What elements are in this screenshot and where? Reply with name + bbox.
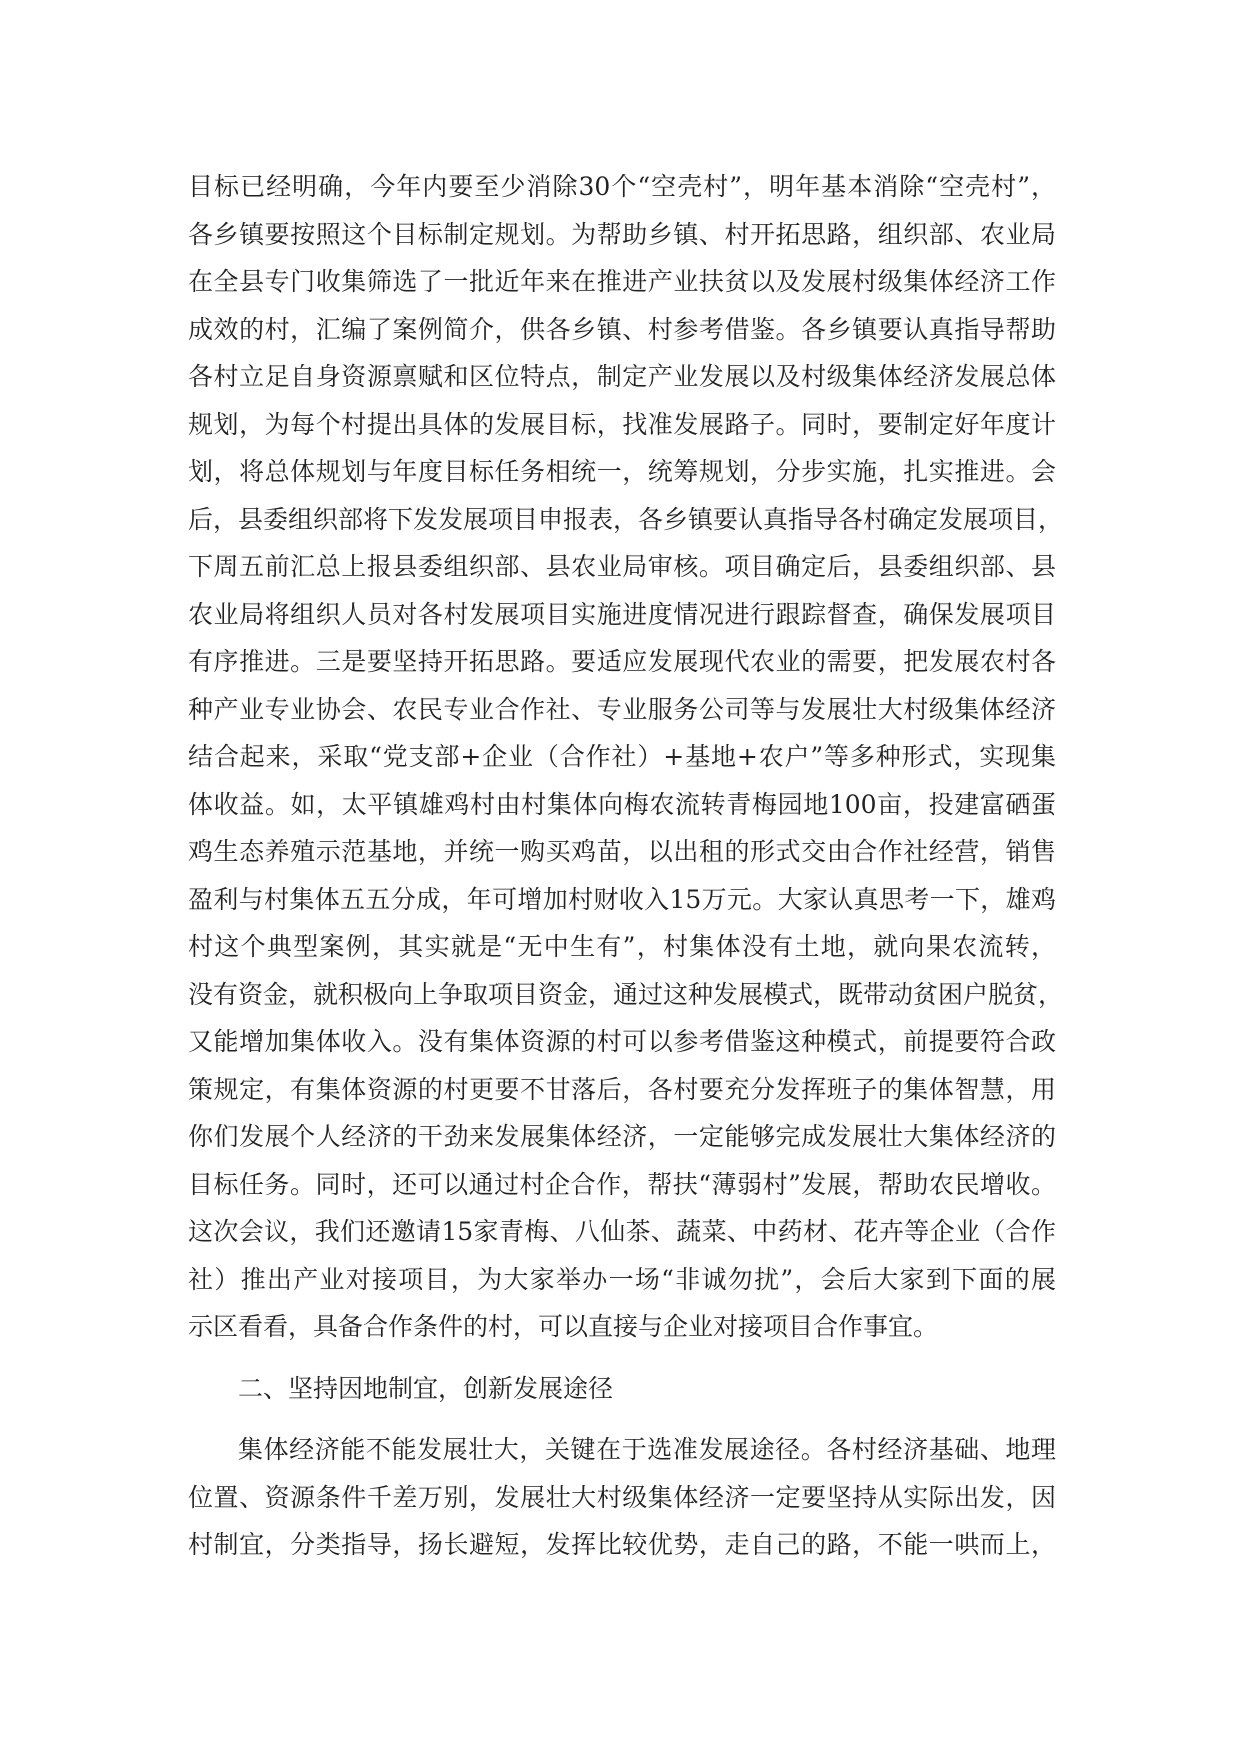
text-line: 规划，为每个村提出具体的发展目标，找准发展路子。同时，要制定好年度计 (188, 409, 1056, 439)
text-line: 划，将总体规划与年度目标任务相统一，统筹规划，分步实施，扎实推进。会 (188, 457, 1056, 486)
text-line: 社）推出产业对接项目，为大家举办一场“非诚勿扰”，会后大家到下面的展 (188, 1264, 1056, 1294)
text-line: 盈利与村集体五五分成，年可增加村财收入15万元。大家认真思考一下，雄鸡 (188, 884, 1056, 914)
text-line: 在全县专门收集筛选了一批近年来在推进产业扶贫以及发展村级集体经济工作 (188, 267, 1056, 296)
text-line: 村这个典型案例，其实就是“无中生有”，村集体没有土地，就向果农流转， (188, 932, 1056, 961)
text-line: 下周五前汇总上报县委组织部、县农业局审核。项目确定后，县委组织部、县 (188, 552, 1056, 581)
text-line: 各村立足自身资源禀赋和区位特点，制定产业发展以及村级集体经济发展总体 (188, 362, 1056, 391)
text-line: 目标任务。同时，还可以通过村企合作，帮扶“薄弱村”发展，帮助农民增收。 (188, 1169, 1056, 1199)
text-line: 村制宜，分类指导，扬长避短，发挥比较优势，走自己的路，不能一哄而上， (188, 1530, 1056, 1559)
text-line: 你们发展个人经济的干劲来发展集体经济，一定能够完成发展壮大集体经济的 (188, 1122, 1056, 1151)
paragraph-1 (188, 163, 1064, 1351)
document-body (188, 163, 1064, 1569)
text-line: 鸡生态养殖示范基地，并统一购买鸡苗，以出租的形式交由合作社经营，销售 (188, 837, 1056, 866)
text-line: 策规定，有集体资源的村更要不甘落后，各村要充分发挥班子的集体智慧，用 (188, 1074, 1056, 1104)
text-line: 后，县委组织部将下发发展项目申报表，各乡镇要认真指导各村确定发展项目， (188, 504, 1064, 534)
paragraph-2 (188, 1426, 1056, 1569)
text-line: 没有资金，就积极向上争取项目资金，通过这种发展模式，既带动贫困户脱贫， (188, 979, 1064, 1009)
paragraph-spacer (188, 1351, 1056, 1365)
section-heading: 二、坚持因地制宜，创新发展途径 (238, 1373, 614, 1403)
text-line: 结合起来，采取“党支部+企业（合作社）+基地+农户”等多种形式，实现集 (188, 742, 1056, 771)
text-line: 这次会议，我们还邀请15家青梅、八仙茶、蔬菜、中药材、花卉等企业（合作 (188, 1217, 1056, 1246)
text-line: 各乡镇要按照这个目标制定规划。为帮助乡镇、村开拓思路，组织部、农业局 (188, 219, 1056, 249)
text-line: 示区看看，具备合作条件的村，可以直接与企业对接项目合作事宜。 (188, 1312, 939, 1341)
text-line: 位置、资源条件千差万别，发展壮大村级集体经济一定要坚持从实际出发，因 (188, 1482, 1056, 1512)
text-line: 有序推进。三是要坚持开拓思路。要适应发展现代农业的需要，把发展农村各 (188, 647, 1056, 676)
paragraph-spacer (188, 1412, 1056, 1426)
text-line: 目标已经明确，今年内要至少消除30个“空壳村”，明年基本消除“空壳村”， (188, 172, 1056, 201)
text-line: 农业局将组织人员对各村发展项目实施进度情况进行跟踪督查，确保发展项目 (188, 599, 1056, 629)
text-line: 成效的村，汇编了案例简介，供各乡镇、村参考借鉴。各乡镇要认真指导帮助 (188, 314, 1056, 344)
text-line: 集体经济能不能发展壮大，关键在于选准发展途径。各村经济基础、地理 (238, 1435, 1056, 1464)
text-line: 种产业专业协会、农民专业合作社、专业服务公司等与发展壮大村级集体经济 (188, 694, 1056, 724)
text-line: 又能增加集体收入。没有集体资源的村可以参考借鉴这种模式，前提要符合政 (188, 1027, 1056, 1056)
text-line: 体收益。如，太平镇雄鸡村由村集体向梅农流转青梅园地100亩，投建富硒蛋 (188, 789, 1056, 819)
